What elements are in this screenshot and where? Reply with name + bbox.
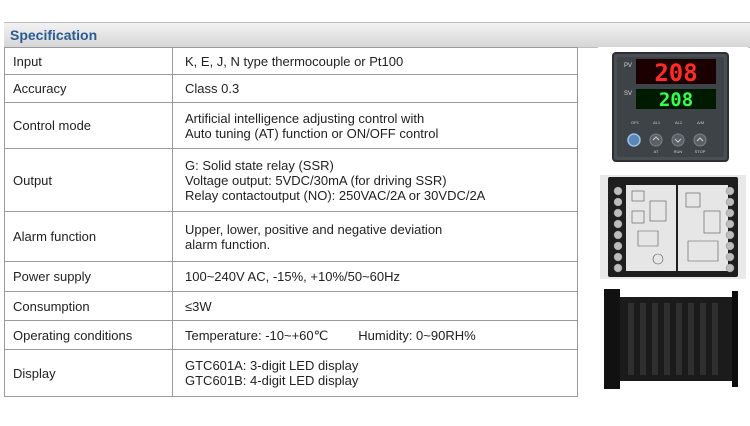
spec-value-line: ≤3W [185, 298, 212, 314]
led-label: OP1 [631, 120, 640, 125]
spec-key: Output [5, 149, 173, 212]
button-label: RUN [673, 149, 683, 154]
shift-button[interactable] [650, 134, 662, 146]
button-label: AT [653, 149, 659, 154]
section-title: Specification [10, 27, 98, 43]
spec-value [173, 262, 578, 292]
controller-side-image [598, 289, 748, 395]
led-label: AL1 [653, 120, 661, 125]
pv-label: PV [624, 63, 633, 69]
spec-key: Operating conditions [5, 321, 173, 350]
spec-value [173, 48, 578, 75]
table-row [5, 149, 578, 212]
table-row [5, 212, 578, 262]
set-button[interactable] [628, 134, 640, 146]
led-label: A/M [697, 120, 705, 125]
down-button[interactable] [672, 134, 684, 146]
spec-value-line: Upper, lower, positive and negative deviation [185, 221, 443, 237]
spec-value [173, 103, 578, 149]
pv-display: 208 [654, 59, 698, 87]
spec-value-line: GTC601B: 4-digit LED display [185, 373, 359, 388]
spec-value-line: Class 0.3 [185, 81, 240, 96]
spec-value-line: Artificial intelligence adjusting control with [185, 110, 425, 126]
spec-key: Consumption [5, 292, 173, 321]
up-button[interactable] [694, 134, 706, 146]
temperature-value: Temperature: -10~+60℃ [185, 327, 329, 343]
spec-key: Display [5, 350, 173, 397]
table-row [5, 350, 578, 397]
sv-label: SV [624, 91, 633, 97]
spec-value [173, 149, 578, 212]
table-row [5, 262, 578, 292]
specification-table [4, 47, 578, 397]
spec-value [173, 292, 578, 321]
spec-value [173, 212, 578, 262]
spec-key: Power supply [5, 262, 173, 292]
spec-value-line: Relay contactoutput (NO): 250VAC/2A or 30VDC/2A [185, 187, 486, 203]
spec-value-line: Voltage output: 5VDC/30mA (for driving SSR) [185, 172, 447, 188]
table-row [5, 292, 578, 321]
spec-value-line: GTC601A: 3-digit LED display [185, 358, 359, 373]
table-row [5, 103, 578, 149]
table-row [5, 75, 578, 103]
led-label: AL2 [675, 120, 683, 125]
controller-front-image [598, 47, 748, 165]
spec-value [173, 321, 578, 350]
spec-key: Control mode [5, 103, 173, 149]
controller-rear-image [598, 171, 748, 285]
spec-key: Accuracy [5, 75, 173, 103]
spec-key: Input [5, 48, 173, 75]
sv-display: 208 [658, 89, 694, 111]
section-header [4, 22, 750, 48]
table-row [5, 321, 578, 350]
button-label: STOP [694, 149, 706, 154]
spec-value-line: G: Solid state relay (SSR) [185, 157, 334, 173]
spec-value-line: Auto tuning (AT) function or ON/OFF control [185, 125, 439, 141]
humidity-value: Humidity: 0~90RH% [358, 327, 476, 343]
spec-value-line: alarm function. [185, 236, 271, 252]
table-row [5, 48, 578, 75]
spec-value-line: 100~240V AC, -15%, +10%/50~60Hz [185, 269, 401, 284]
spec-value-line: K, E, J, N type thermocouple or Pt100 [185, 53, 404, 69]
spec-key: Alarm function [5, 212, 173, 262]
spec-value [173, 75, 578, 103]
spec-value [173, 350, 578, 397]
